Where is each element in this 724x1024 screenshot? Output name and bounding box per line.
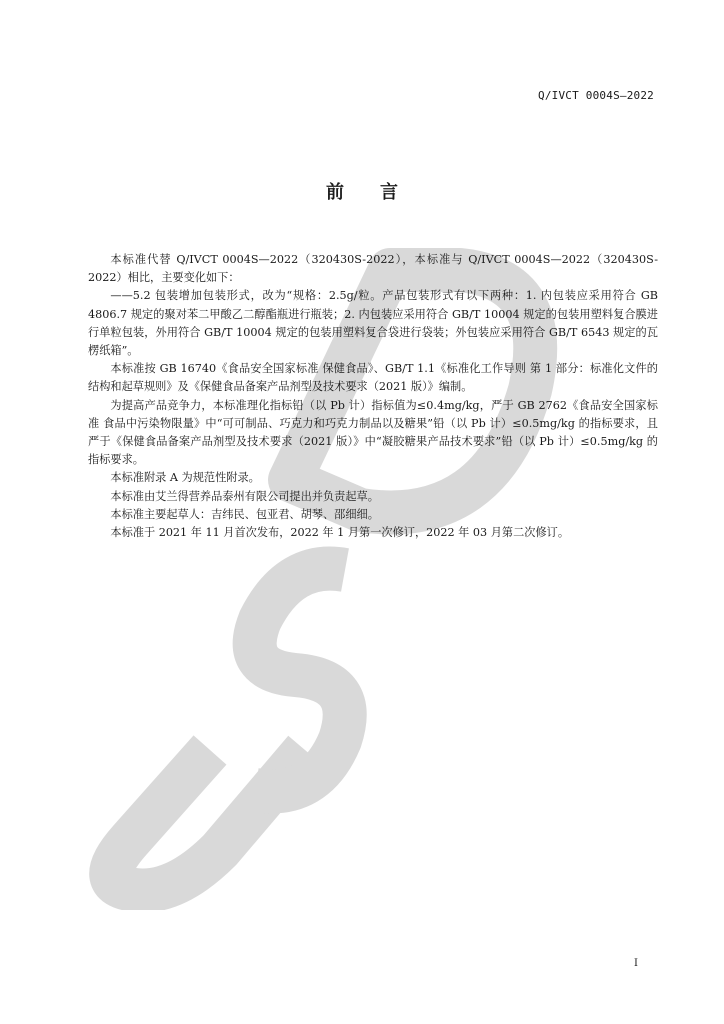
document-code: Q/IVCT 0004S—2022 <box>538 89 654 102</box>
paragraph-change-item: ——5.2 包装增加包装形式，改为“规格：2.5g/粒。产品包装形式有以下两种：1. 内包装应采用符合 GB 4806.7 规定的聚对苯二甲酸乙二醇酯瓶进行瓶装；2. 内包装应采用符合 GB/T 10004 规定的包装用塑料复合膜进行单粒包装，外用符合 GB/T 10004 规定的包装用塑料复合袋进行袋装；外包装应采用符合 GB/T 6543 规定的瓦楞纸箱”。 <box>88 289 658 358</box>
paragraph-drafter-org: 本标准由艾兰得营养品泰州有限公司提出并负责起草。 <box>110 489 379 503</box>
paragraph-basis: 本标准按 GB 16740《食品安全国家标准 保健食品》、GB/T 1.1《标准化工作导则 第 1 部分：标准化文件的结构和起草规则》及《保健食品备案产品剂型及技术要求（2021 版）》编制。 <box>88 362 658 394</box>
paragraph-appendix: 本标准附录 A 为规范性附录。 <box>110 471 260 485</box>
page-title: 前言 <box>326 182 434 203</box>
paragraph-lead-limit: 为提高产品竞争力，本标准理化指标铅（以 Pb 计）指标值为≤0.4mg/kg，严于 GB 2762《食品安全国家标准 食品中污染物限量》中“可可制品、巧克力和巧克力制品以及糖果”铅（以 Pb 计）≤0.5mg/kg 的指标要求，且严于《保健食品备案产品剂型及技术要求（2021 版）》中“凝胶糖果产品技术要求”铅（以 Pb 计）≤0.5mg/kg 的指标要求。 <box>88 398 658 467</box>
page-number: I <box>634 958 638 969</box>
paragraph-release-history: 本标准于 2021 年 11 月首次发布，2022 年 1 月第一次修订，2022 年 03 月第二次修订。 <box>110 526 570 540</box>
paragraph-replacement: 本标准代替 Q/IVCT 0004S—2022（320430S-2022），本标准与 Q/IVCT 0004S—2022（320430S-2022）相比，主要变化如下： <box>88 253 658 285</box>
preface-body <box>88 251 658 542</box>
paragraph-drafters: 本标准主要起草人：吉纬民、包亚君、胡琴、邵细细。 <box>110 507 379 521</box>
